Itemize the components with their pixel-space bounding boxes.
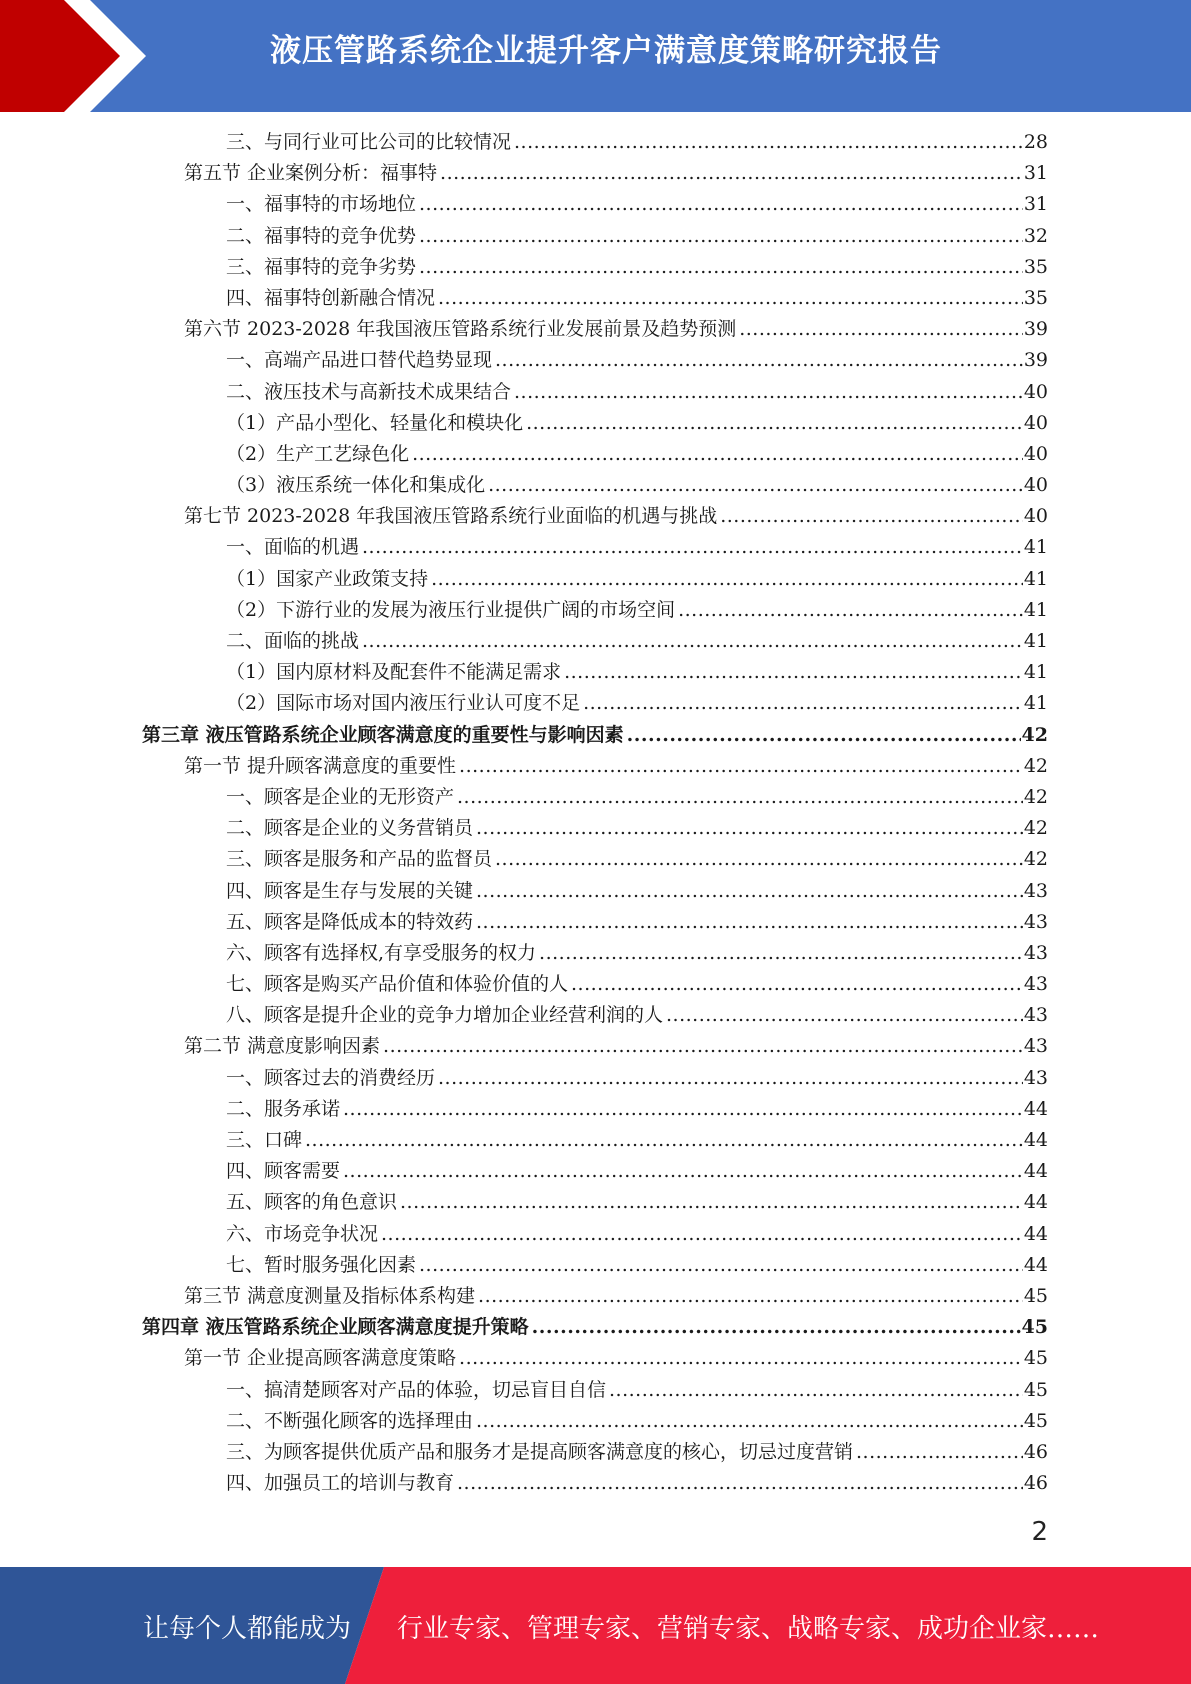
toc-entry-page: 41 (1023, 630, 1048, 652)
toc-dot-leader (438, 283, 1023, 314)
toc-dot-leader (381, 1219, 1023, 1250)
toc-entry[interactable] (0, 1375, 1191, 1406)
toc-dot-leader (457, 782, 1023, 813)
toc-entry-page: 39 (1023, 318, 1048, 341)
table-of-contents (0, 127, 1191, 1499)
toc-entry-title: 第一节 企业提高顾客满意度策略 (184, 1347, 457, 1370)
toc-entry[interactable] (0, 158, 1191, 189)
toc-entry[interactable] (0, 1406, 1191, 1437)
report-title: 液压管路系统企业提升客户满意度策略研究报告 (270, 33, 942, 69)
toc-entry-title: 四、顾客是生存与发展的关键 (226, 879, 474, 902)
toc-dot-leader (476, 813, 1023, 844)
page-header (0, 0, 1191, 112)
toc-entry-page: 43 (1023, 941, 1048, 964)
toc-entry-page: 42 (1023, 754, 1048, 777)
toc-entry[interactable] (0, 127, 1191, 158)
toc-dot-leader (400, 1187, 1023, 1218)
toc-dot-leader (583, 688, 1023, 719)
toc-entry-title: 二、顾客是企业的义务营销员 (226, 817, 474, 840)
toc-dot-leader (383, 1031, 1023, 1062)
toc-entry[interactable] (0, 595, 1191, 626)
toc-entry[interactable] (0, 189, 1191, 220)
toc-dot-leader (419, 221, 1023, 252)
toc-entry[interactable] (0, 252, 1191, 283)
toc-entry-title: 四、顾客需要 (226, 1160, 341, 1183)
toc-entry-title: （2）国际市场对国内液压行业认可度不足 (226, 692, 581, 715)
toc-dot-leader (459, 751, 1023, 782)
toc-entry[interactable] (0, 1094, 1191, 1125)
toc-entry-page: 41 (1023, 536, 1048, 559)
toc-dot-leader (739, 314, 1023, 345)
toc-entry-title: 一、高端产品进口替代趋势显现 (226, 349, 493, 372)
toc-dot-leader (343, 1094, 1023, 1125)
toc-entry-page: 43 (1023, 879, 1048, 902)
toc-entry-page: 45 (1023, 1284, 1048, 1307)
toc-entry[interactable] (0, 345, 1191, 376)
toc-entry[interactable] (0, 408, 1191, 439)
toc-entry-page: 42 (1023, 848, 1048, 871)
toc-entry-page: 40 (1023, 380, 1048, 403)
toc-entry-title: 第六节 2023-2028 年我国液压管路系统行业发展前景及趋势预测 (184, 318, 737, 341)
page-number: 2 (1031, 1517, 1048, 1547)
toc-entry[interactable] (0, 532, 1191, 563)
toc-entry-title: 四、福事特创新融合情况 (226, 286, 436, 309)
toc-entry[interactable] (0, 1125, 1191, 1156)
toc-dot-leader (478, 1281, 1023, 1312)
toc-entry[interactable] (0, 907, 1191, 938)
toc-dot-leader (564, 657, 1023, 688)
toc-entry-title: 六、顾客有选择权,有享受服务的权力 (226, 941, 537, 964)
toc-dot-leader (495, 345, 1023, 376)
toc-entry[interactable] (0, 439, 1191, 470)
toc-entry-title: 三、福事特的竞争劣势 (226, 255, 417, 278)
toc-entry-page: 40 (1023, 505, 1048, 528)
toc-entry-title: 第三章 液压管路系统企业顾客满意度的重要性与影响因素 (142, 723, 624, 746)
toc-dot-leader (431, 564, 1023, 595)
toc-dot-leader (459, 1343, 1023, 1374)
toc-entry[interactable] (0, 314, 1191, 345)
toc-entry-page: 44 (1023, 1160, 1048, 1183)
toc-entry-title: （2）生产工艺绿色化 (226, 442, 410, 465)
toc-entry[interactable] (0, 1437, 1191, 1468)
toc-entry-title: 一、顾客是企业的无形资产 (226, 785, 455, 808)
toc-entry[interactable] (0, 1063, 1191, 1094)
toc-entry-title: 第四章 液压管路系统企业顾客满意度提升策略 (142, 1316, 529, 1339)
toc-entry-title: 一、顾客过去的消费经历 (226, 1066, 436, 1089)
toc-entry-page: 45 (1021, 1316, 1048, 1339)
toc-entry-page: 31 (1023, 162, 1048, 185)
toc-entry-page: 43 (1023, 910, 1048, 933)
toc-entry-title: 四、加强员工的培训与教育 (226, 1472, 455, 1495)
toc-entry-page: 46 (1023, 1440, 1048, 1463)
toc-dot-leader (305, 1125, 1023, 1156)
toc-entry-title: 第五节 企业案例分析：福事特 (184, 162, 438, 185)
toc-entry[interactable] (0, 876, 1191, 907)
toc-entry-title: 六、市场竞争状况 (226, 1222, 379, 1245)
toc-entry[interactable] (0, 1219, 1191, 1250)
toc-entry-title: 七、顾客是购买产品价值和体验价值的人 (226, 973, 569, 996)
toc-dot-leader (419, 189, 1023, 220)
toc-entry-page: 42 (1021, 723, 1048, 746)
toc-entry[interactable] (0, 470, 1191, 501)
toc-dot-leader (488, 470, 1023, 501)
toc-entry-title: 第一节 提升顾客满意度的重要性 (184, 754, 457, 777)
toc-dot-leader (627, 720, 1021, 751)
toc-entry[interactable] (0, 969, 1191, 1000)
toc-entry-title: 一、搞清楚顾客对产品的体验，切忌盲目自信 (226, 1378, 607, 1401)
toc-entry-page: 43 (1023, 1066, 1048, 1089)
toc-dot-leader (666, 1000, 1023, 1031)
toc-entry-page: 42 (1023, 817, 1048, 840)
toc-entry[interactable] (0, 751, 1191, 782)
toc-entry-title: 二、福事特的竞争优势 (226, 224, 417, 247)
toc-entry-page: 32 (1023, 224, 1048, 247)
toc-entry[interactable] (0, 564, 1191, 595)
toc-entry-title: 二、服务承诺 (226, 1097, 341, 1120)
toc-dot-leader (419, 252, 1023, 283)
page-footer (0, 1567, 1191, 1684)
toc-entry[interactable] (0, 1312, 1191, 1343)
toc-dot-leader (532, 1312, 1021, 1343)
toc-entry-title: 三、为顾客提供优质产品和服务才是提高顾客满意度的核心，切忌过度营销 (226, 1440, 854, 1463)
toc-entry[interactable] (0, 720, 1191, 751)
toc-entry[interactable] (0, 782, 1191, 813)
toc-entry[interactable] (0, 844, 1191, 875)
footer-slogan-left: 让每个人都能成为 (143, 1614, 352, 1644)
toc-entry[interactable] (0, 626, 1191, 657)
toc-entry-title: 三、与同行业可比公司的比较情况 (226, 131, 512, 153)
toc-entry-page: 40 (1023, 474, 1048, 497)
toc-entry-title: （1）国内原材料及配套件不能满足需求 (226, 661, 562, 684)
toc-entry-title: 一、福事特的市场地位 (226, 193, 417, 216)
toc-dot-leader (343, 1156, 1023, 1187)
toc-dot-leader (412, 439, 1023, 470)
toc-entry-page: 44 (1023, 1222, 1048, 1245)
toc-entry-page: 35 (1023, 255, 1048, 278)
toc-entry-page: 41 (1023, 692, 1048, 715)
toc-entry[interactable] (0, 1250, 1191, 1281)
toc-entry[interactable] (0, 1187, 1191, 1218)
footer-slogan-right: 行业专家、管理专家、营销专家、战略专家、成功企业家…… (397, 1614, 1100, 1644)
toc-dot-leader (571, 969, 1023, 1000)
toc-dot-leader (539, 938, 1023, 969)
toc-entry[interactable] (0, 657, 1191, 688)
toc-dot-leader (476, 1406, 1023, 1437)
toc-entry-title: 三、口碑 (226, 1129, 303, 1151)
toc-entry-title: 五、顾客是降低成本的特效药 (226, 910, 474, 933)
toc-entry[interactable] (0, 221, 1191, 252)
toc-entry-page: 45 (1023, 1347, 1048, 1370)
toc-dot-leader (362, 626, 1023, 657)
toc-entry-page: 44 (1023, 1129, 1048, 1151)
toc-entry-page: 46 (1023, 1472, 1048, 1495)
toc-dot-leader (856, 1437, 1023, 1468)
toc-entry[interactable] (0, 501, 1191, 532)
toc-entry[interactable] (0, 813, 1191, 844)
toc-entry[interactable] (0, 1000, 1191, 1031)
toc-entry-page: 44 (1023, 1191, 1048, 1214)
toc-dot-leader (514, 377, 1023, 408)
toc-entry[interactable] (0, 938, 1191, 969)
toc-entry-title: 三、顾客是服务和产品的监督员 (226, 848, 493, 871)
toc-entry-title: 一、面临的机遇 (226, 536, 360, 559)
toc-entry[interactable] (0, 1281, 1191, 1312)
toc-entry-title: （1）产品小型化、轻量化和模块化 (226, 411, 524, 434)
toc-entry[interactable] (0, 1468, 1191, 1499)
toc-entry-page: 43 (1023, 973, 1048, 996)
toc-entry-title: 二、面临的挑战 (226, 630, 360, 652)
toc-dot-leader (678, 595, 1023, 626)
toc-dot-leader (419, 1250, 1023, 1281)
toc-entry-page: 35 (1023, 286, 1048, 309)
toc-entry-page: 28 (1023, 131, 1048, 153)
toc-entry-title: （1）国家产业政策支持 (226, 567, 429, 590)
toc-dot-leader (476, 876, 1023, 907)
toc-entry-page: 43 (1023, 1035, 1048, 1058)
toc-entry-page: 41 (1023, 598, 1048, 621)
toc-entry-title: 二、不断强化顾客的选择理由 (226, 1409, 474, 1432)
toc-dot-leader (495, 844, 1023, 875)
toc-dot-leader (514, 127, 1023, 158)
toc-entry-title: 二、液压技术与高新技术成果结合 (226, 380, 512, 403)
toc-entry[interactable] (0, 377, 1191, 408)
toc-entry-page: 39 (1023, 349, 1048, 372)
toc-entry-page: 31 (1023, 193, 1048, 216)
toc-entry-title: （3）液压系统一体化和集成化 (226, 474, 486, 497)
toc-dot-leader (476, 907, 1023, 938)
toc-dot-leader (526, 408, 1023, 439)
toc-dot-leader (457, 1468, 1023, 1499)
toc-entry-page: 45 (1023, 1409, 1048, 1432)
toc-entry-page: 41 (1023, 567, 1048, 590)
toc-dot-leader (609, 1375, 1023, 1406)
toc-dot-leader (720, 501, 1023, 532)
toc-entry-title: （2）下游行业的发展为液压行业提供广阔的市场空间 (226, 598, 676, 621)
toc-entry[interactable] (0, 283, 1191, 314)
toc-dot-leader (440, 158, 1023, 189)
toc-entry[interactable] (0, 1156, 1191, 1187)
toc-entry[interactable] (0, 1343, 1191, 1374)
toc-entry[interactable] (0, 1031, 1191, 1062)
toc-entry-title: 八、顾客是提升企业的竞争力增加企业经营利润的人 (226, 1004, 664, 1027)
toc-entry-title: 七、暂时服务强化因素 (226, 1253, 417, 1276)
toc-entry-page: 40 (1023, 442, 1048, 465)
toc-entry-page: 44 (1023, 1253, 1048, 1276)
toc-entry-title: 第三节 满意度测量及指标体系构建 (184, 1284, 476, 1307)
toc-entry-page: 41 (1023, 661, 1048, 684)
toc-entry-title: 五、顾客的角色意识 (226, 1191, 398, 1214)
toc-entry-page: 42 (1023, 785, 1048, 808)
toc-entry-page: 43 (1023, 1004, 1048, 1027)
toc-dot-leader (438, 1063, 1023, 1094)
toc-entry[interactable] (0, 688, 1191, 719)
toc-entry-title: 第二节 满意度影响因素 (184, 1035, 381, 1058)
toc-entry-page: 44 (1023, 1097, 1048, 1120)
toc-entry-page: 45 (1023, 1378, 1048, 1401)
toc-entry-title: 第七节 2023-2028 年我国液压管路系统行业面临的机遇与挑战 (184, 505, 718, 528)
toc-dot-leader (362, 532, 1023, 563)
toc-entry-page: 40 (1023, 411, 1048, 434)
